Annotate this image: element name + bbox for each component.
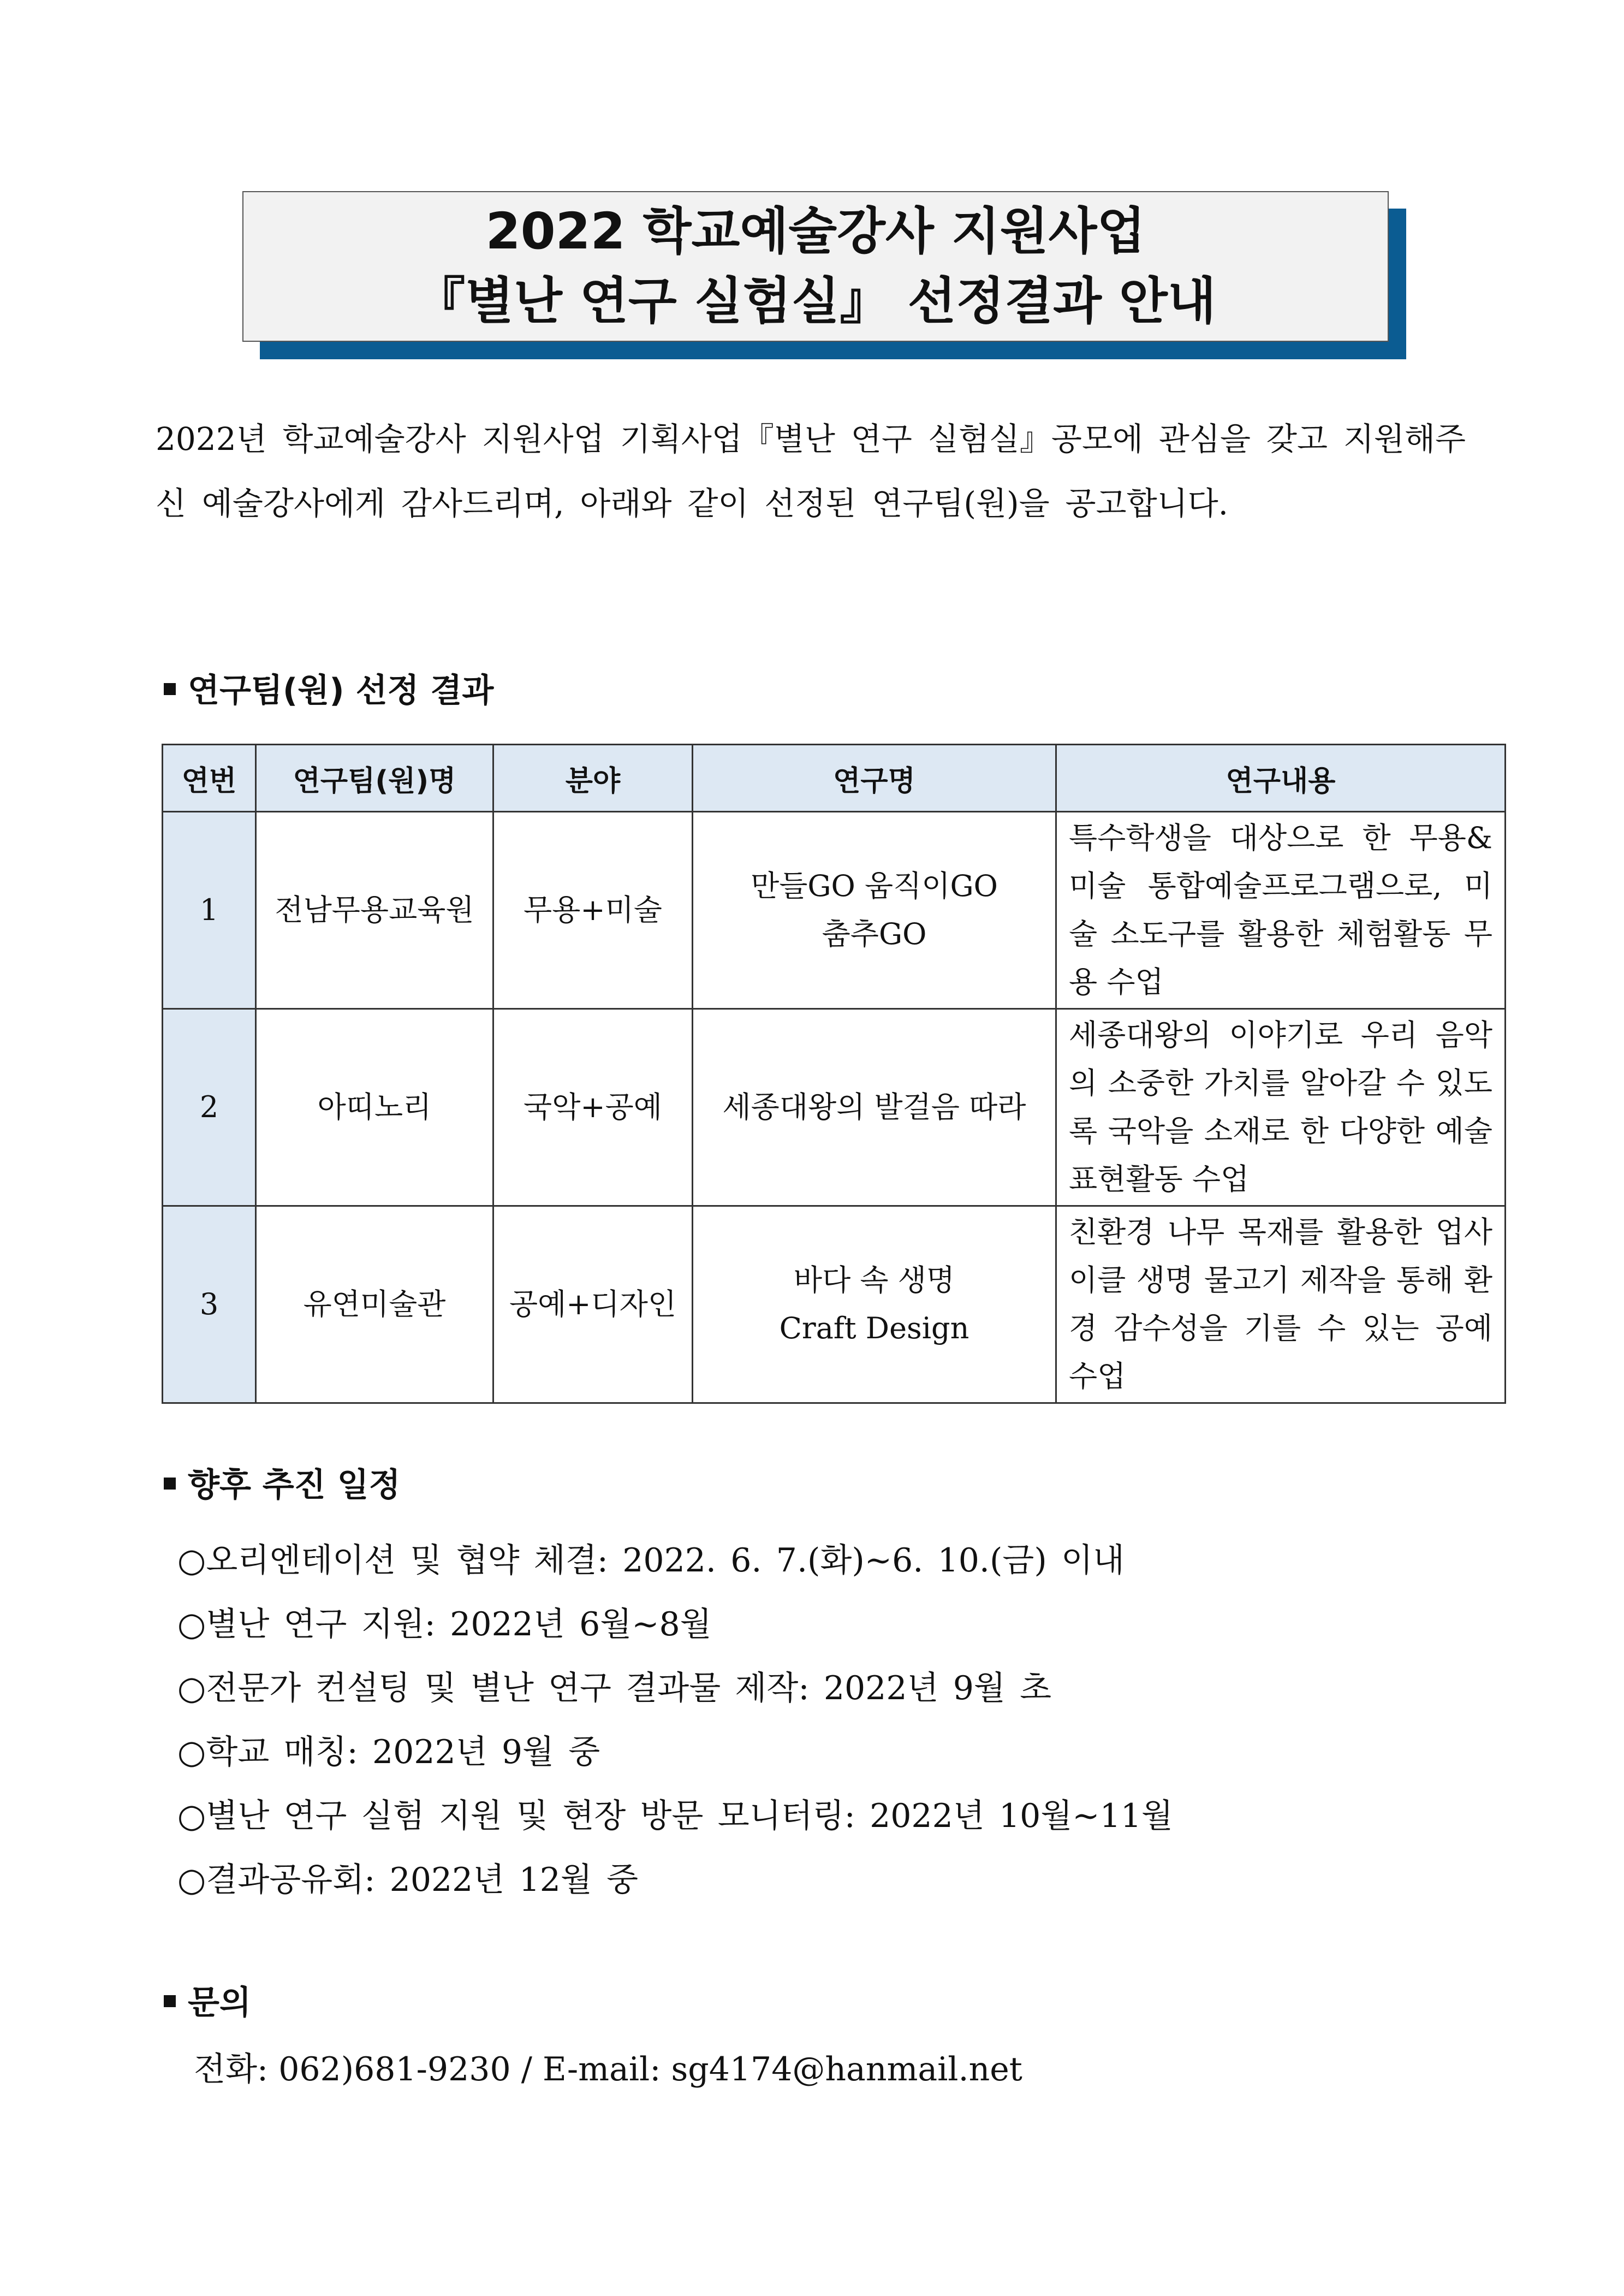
cell-content: 세종대왕의 이야기로 우리 음악의 소중한 가치를 알아갈 수 있도록 국악을 소재로 한 다양한 예술표현활동 수업 bbox=[1056, 1009, 1506, 1206]
schedule-item: ○전문가 컨설팅 및 별난 연구 결과물 제작: 2022년 9월 초 bbox=[177, 1669, 1052, 1707]
cell-title bbox=[693, 1009, 1056, 1206]
header-content: 연구내용 bbox=[1056, 745, 1506, 812]
cell-title-line: Craft Design bbox=[779, 1311, 969, 1345]
square-bullet-icon bbox=[164, 683, 176, 695]
results-table bbox=[162, 744, 1506, 1404]
results-heading bbox=[164, 669, 493, 713]
schedule-item: ○결과공유회: 2022년 12월 중 bbox=[177, 1861, 639, 1899]
cell-no: 1 bbox=[163, 812, 256, 1009]
cell-title-line: 세종대왕의 발걸음 따라 bbox=[722, 1090, 1026, 1124]
header-team: 연구팀(원)명 bbox=[256, 745, 493, 812]
table-row bbox=[163, 1206, 1506, 1403]
contact-heading-text: 문의 bbox=[188, 1984, 251, 2022]
title-banner bbox=[242, 191, 1389, 342]
square-bullet-icon bbox=[164, 1478, 176, 1490]
cell-no: 2 bbox=[163, 1009, 256, 1206]
schedule-list bbox=[177, 1529, 1488, 1912]
header-no: 연번 bbox=[163, 745, 256, 812]
schedule-heading bbox=[164, 1463, 401, 1507]
cell-team: 전남무용교육원 bbox=[256, 812, 493, 1009]
cell-title-line: 춤추GO bbox=[822, 917, 927, 951]
cell-content: 특수학생을 대상으로 한 무용&미술 통합예술프로그램으로, 미술 소도구를 활용한 체험활동 무용 수업 bbox=[1056, 812, 1506, 1009]
schedule-item: ○학교 매칭: 2022년 9월 중 bbox=[177, 1733, 600, 1771]
cell-no: 3 bbox=[163, 1206, 256, 1403]
header-title: 연구명 bbox=[693, 745, 1056, 812]
cell-title-line: 만들GO 움직이GO bbox=[751, 869, 998, 903]
header-field: 분야 bbox=[493, 745, 693, 812]
contact-info: 전화: 062)681-9230 / E-mail: sg4174@hanmail.net bbox=[194, 2050, 1022, 2089]
cell-title bbox=[693, 1206, 1056, 1403]
table-row bbox=[163, 812, 1506, 1009]
contact-heading bbox=[164, 1981, 251, 2025]
cell-field: 공예+디자인 bbox=[493, 1206, 693, 1403]
title-box bbox=[242, 191, 1389, 342]
schedule-item: ○별난 연구 지원: 2022년 6월~8월 bbox=[177, 1605, 712, 1644]
results-heading-text: 연구팀(원) 선정 결과 bbox=[188, 672, 494, 710]
cell-field: 국악+공예 bbox=[493, 1009, 693, 1206]
square-bullet-icon bbox=[164, 1995, 176, 2007]
table-header-row bbox=[163, 745, 1506, 812]
title-line-1: 2022 학교예술강사 지원사업 bbox=[485, 202, 1146, 260]
intro-paragraph: 2022년 학교예술강사 지원사업 기획사업『별난 연구 실험실』공모에 관심을 갖고 지원해주신 예술강사에게 감사드리며, 아래와 같이 선정된 연구팀(원)을 공고합니다. bbox=[156, 420, 1466, 522]
schedule-heading-text: 향후 추진 일정 bbox=[188, 1466, 401, 1504]
cell-team: 아띠노리 bbox=[256, 1009, 493, 1206]
cell-title bbox=[693, 812, 1056, 1009]
schedule-item: ○오리엔테이션 및 협약 체결: 2022. 6. 7.(화)~6. 10.(금) 이내 bbox=[177, 1541, 1125, 1580]
cell-field: 무용+미술 bbox=[493, 812, 693, 1009]
cell-content: 친환경 나무 목재를 활용한 업사이클 생명 물고기 제작을 통해 환경 감수성을 기를 수 있는 공예 수업 bbox=[1056, 1206, 1506, 1403]
cell-title-line: 바다 속 생명 bbox=[793, 1263, 955, 1297]
table-row bbox=[163, 1009, 1506, 1206]
title-line-2: 『별난 연구 실험실』 선정결과 안내 bbox=[415, 272, 1216, 330]
schedule-item: ○별난 연구 실험 지원 및 현장 방문 모니터링: 2022년 10월~11월 bbox=[177, 1797, 1173, 1835]
cell-team: 유연미술관 bbox=[256, 1206, 493, 1403]
